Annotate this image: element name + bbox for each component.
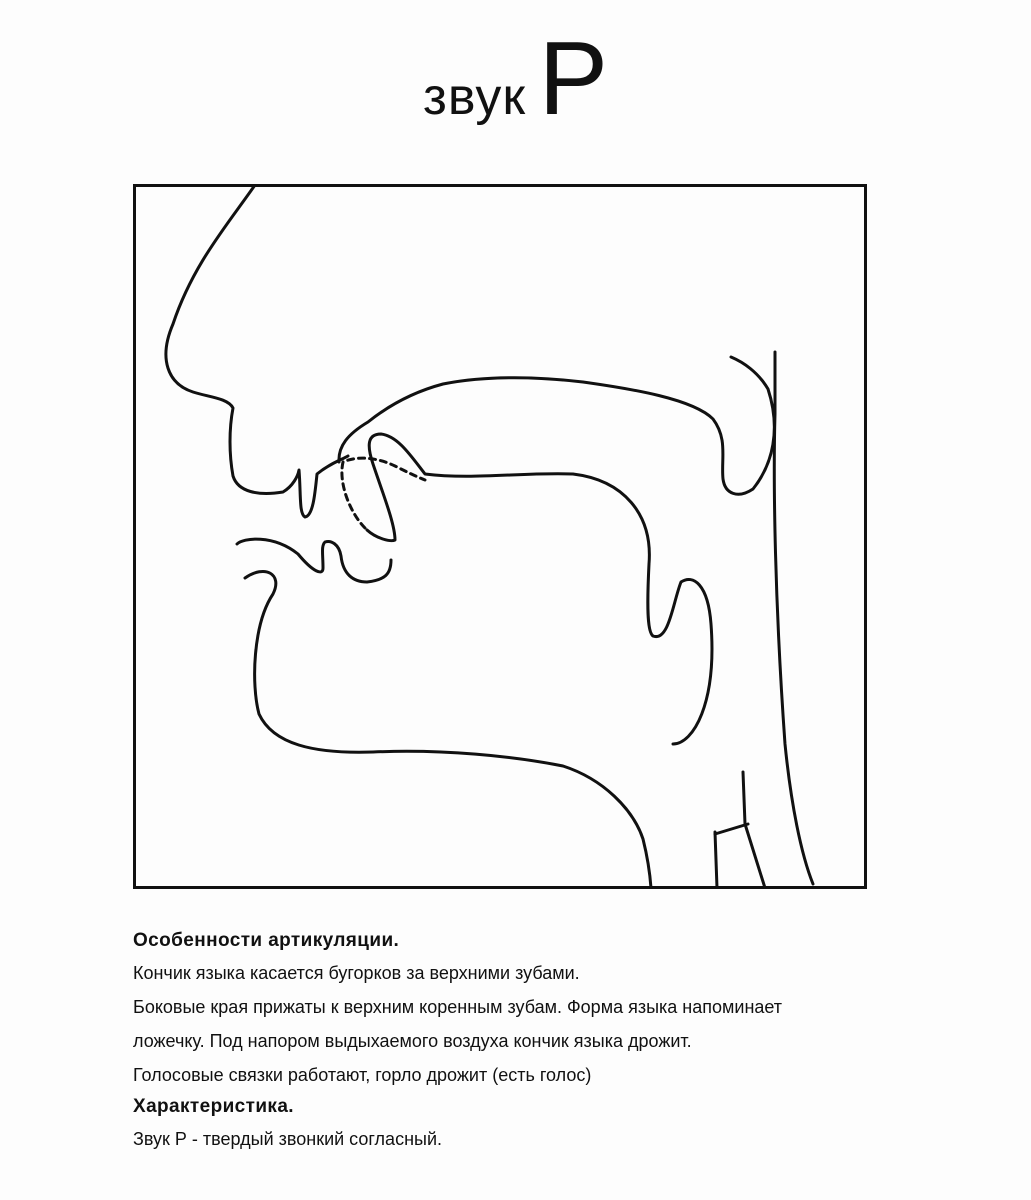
title-word: звук xyxy=(423,68,527,126)
pharynx-back-wall xyxy=(774,352,813,884)
articulation-diagram xyxy=(133,184,867,889)
articulation-svg xyxy=(133,184,867,889)
jaw-line xyxy=(245,571,651,888)
tongue-outline xyxy=(367,434,712,744)
lower-lip-chin xyxy=(237,539,391,582)
trachea-back xyxy=(715,832,717,888)
articulation-line: ложечку. Под напором выдыхаемого воздуха кончик языка дрожит. xyxy=(133,1031,692,1051)
vocal-folds xyxy=(715,824,748,834)
trachea-front xyxy=(743,772,765,888)
description xyxy=(133,926,993,1156)
diagram-border xyxy=(135,186,866,888)
face-profile-upper xyxy=(166,185,348,517)
articulation-heading: Особенности артикуляции. xyxy=(133,930,400,951)
articulation-line: Боковые края прижаты к верхним коренным зубам. Форма языка напоминает xyxy=(133,997,783,1017)
characteristic-text: Звук Р - твердый звонкий согласный. xyxy=(133,1129,443,1149)
characteristic-heading: Характеристика. xyxy=(133,1096,294,1117)
articulation-line: Голосовые связки работают, горло дрожит (есть голос) xyxy=(133,1065,592,1085)
title-letter: Р xyxy=(538,21,608,137)
page-title xyxy=(0,20,1031,139)
articulation-line: Кончик языка касается бугорков за верхними зубами. xyxy=(133,963,580,983)
